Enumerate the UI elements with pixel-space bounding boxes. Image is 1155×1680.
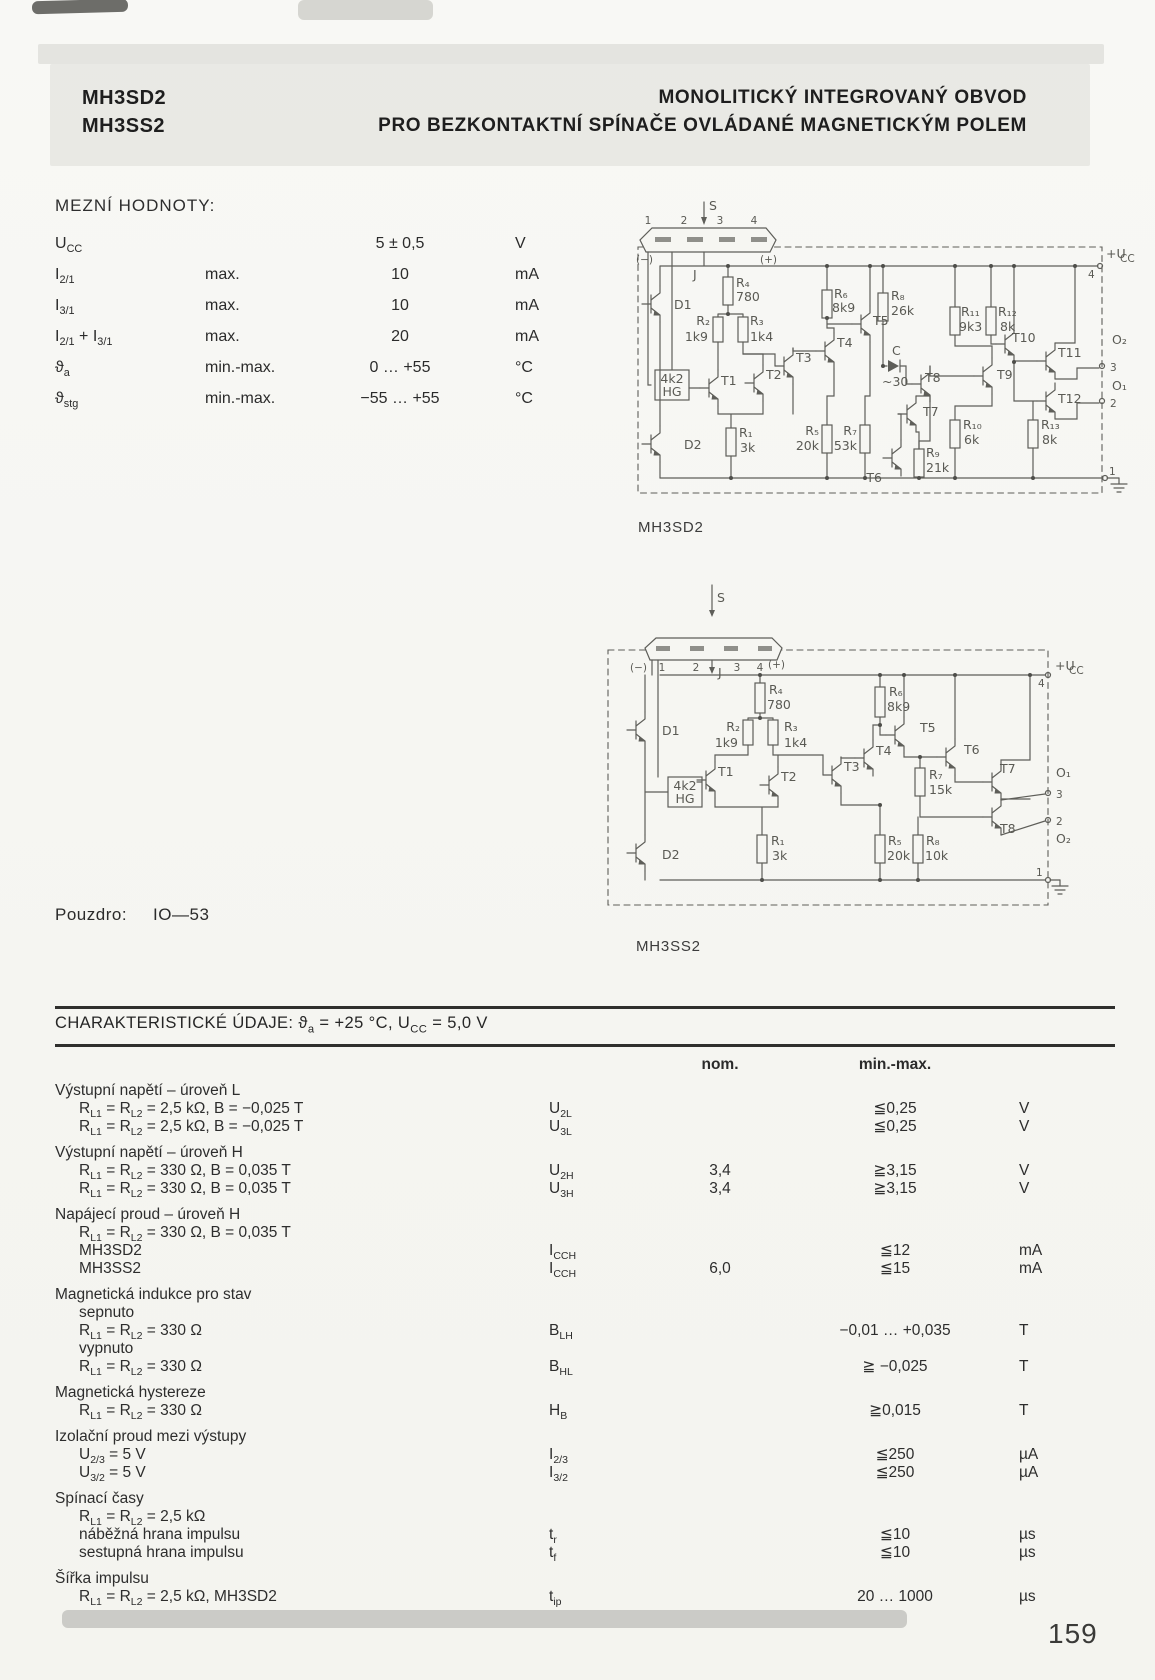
char-minmax-value: ≦0,25 bbox=[873, 1100, 917, 1117]
limit-unit: °C bbox=[515, 390, 533, 407]
label-t4: T4 bbox=[837, 335, 853, 350]
part-numbers bbox=[82, 84, 166, 140]
char-symbol: $H_B$ bbox=[549, 1402, 568, 1423]
char-unit: mA bbox=[1019, 1260, 1043, 1277]
char-nom-value: 6,0 bbox=[709, 1260, 731, 1277]
char-minmax-value: −0,01 … +0,035 bbox=[839, 1322, 951, 1339]
char-symbol: $U_{2L}$ bbox=[549, 1100, 572, 1121]
label-hg: HG bbox=[662, 384, 682, 399]
char-condition: MH3SD2 bbox=[79, 1242, 142, 1259]
label-d2: D2 bbox=[662, 847, 680, 862]
char-condition: $U_{2/3} = 5$ V bbox=[79, 1446, 146, 1467]
limit-value: 5 ± 0,5 bbox=[375, 235, 425, 252]
char-unit: µA bbox=[1019, 1446, 1039, 1463]
title-line-1: MONOLITICKÝ INTEGROVANÝ OBVOD bbox=[658, 87, 1027, 108]
limits-row bbox=[55, 383, 615, 414]
label-r12-value: 8k bbox=[1000, 319, 1016, 334]
col-spacer bbox=[1005, 1056, 1095, 1074]
char-unit: V bbox=[1019, 1118, 1030, 1135]
char-unit: T bbox=[1019, 1322, 1029, 1339]
char-symbol: $t_{ip}$ bbox=[549, 1588, 562, 1609]
char-nom-value: 3,4 bbox=[709, 1162, 731, 1179]
char-symbol: $I_{3/2}$ bbox=[549, 1464, 568, 1485]
char-condition: $R_{L1} = R_{L2} = 2,5$ kΩ, B = −0,025 T bbox=[79, 1100, 304, 1121]
label-t10: T10 bbox=[1012, 330, 1036, 345]
output-pin-label: 3 bbox=[1056, 789, 1063, 801]
label-t8: T8 bbox=[925, 370, 941, 385]
char-nom-value bbox=[655, 1526, 785, 1544]
label-r8-value: 10k bbox=[925, 848, 949, 863]
char-row bbox=[55, 1358, 1095, 1379]
characteristics-heading: CHARAKTERISTICKÉ ÚDAJE: $ϑ_a = +25$ °C, $U_{CC} = 5,0$ V bbox=[55, 1014, 488, 1036]
limit-value: 20 bbox=[391, 328, 409, 345]
label-d1: D1 bbox=[662, 723, 680, 738]
char-symbol bbox=[535, 1508, 655, 1526]
characteristics-table bbox=[55, 1082, 1095, 1614]
char-row bbox=[55, 1242, 1095, 1263]
label-r4-value: 780 bbox=[736, 289, 760, 304]
char-nom-value bbox=[655, 1340, 785, 1358]
char-nom-value bbox=[655, 1224, 785, 1242]
char-nom-value: 3,4 bbox=[709, 1180, 731, 1197]
char-minmax-value bbox=[785, 1224, 1005, 1242]
scan-band-top bbox=[38, 44, 1104, 64]
schematic-labels bbox=[630, 590, 1084, 879]
label-c-value: ~30 bbox=[882, 374, 909, 389]
col-header-nom: nom. bbox=[701, 1056, 739, 1073]
char-unit bbox=[1005, 1340, 1095, 1358]
label-t3: T3 bbox=[844, 759, 860, 774]
label-r2: R₂ bbox=[696, 313, 710, 328]
limit-condition: max. bbox=[205, 297, 240, 314]
package-value: IO—53 bbox=[153, 905, 210, 924]
scan-smudge-top bbox=[298, 0, 433, 20]
limits-table bbox=[55, 228, 615, 414]
label-o1: O₁ bbox=[1112, 378, 1127, 393]
label-o1: O₁ bbox=[1056, 765, 1071, 780]
label-r3: R₃ bbox=[750, 313, 764, 328]
char-row bbox=[55, 1118, 1095, 1139]
label-r2-value: 1k9 bbox=[714, 735, 738, 750]
pin-label: 3 bbox=[733, 662, 741, 674]
label-t1: T1 bbox=[721, 373, 737, 388]
char-condition: náběžná hrana impulsu bbox=[79, 1526, 241, 1543]
label-r5-value: 20k bbox=[795, 438, 819, 453]
char-group-title: Výstupní napětí – úroveň H bbox=[55, 1144, 243, 1161]
char-nom-value bbox=[655, 1322, 785, 1340]
char-symbol: $B_{HL}$ bbox=[549, 1358, 573, 1379]
rule-mid bbox=[55, 1044, 1115, 1047]
char-symbol: $U_{2H}$ bbox=[549, 1162, 574, 1183]
label-t9: T9 bbox=[997, 367, 1013, 382]
label-t3: T3 bbox=[796, 350, 812, 365]
char-minmax-value: ≦12 bbox=[879, 1242, 911, 1259]
char-unit bbox=[1005, 1304, 1095, 1322]
label-r4: R₄ bbox=[769, 682, 783, 697]
output-pin-label: 2 bbox=[1110, 398, 1117, 410]
char-unit: V bbox=[1019, 1162, 1030, 1179]
limits-row bbox=[55, 259, 615, 290]
pin-label: 4 bbox=[750, 215, 758, 227]
label-o2: O₂ bbox=[1056, 831, 1071, 846]
char-nom-value bbox=[655, 1402, 785, 1420]
ucc-label: +U bbox=[1106, 246, 1126, 261]
char-nom-value bbox=[655, 1304, 785, 1322]
char-row bbox=[55, 1508, 1095, 1529]
char-symbol: $I_{CCH}$ bbox=[549, 1242, 577, 1263]
page-title bbox=[378, 84, 1027, 140]
char-condition: $R_{L1} = R_{L2} = 330$ Ω bbox=[79, 1358, 202, 1379]
char-nom-value bbox=[655, 1100, 785, 1118]
char-symbol: $I_{2/3}$ bbox=[549, 1446, 568, 1467]
limit-condition: max. bbox=[205, 266, 240, 283]
label-t6: T6 bbox=[866, 470, 882, 485]
ucc-label: +U bbox=[1055, 658, 1075, 673]
char-unit: mA bbox=[1019, 1242, 1043, 1259]
limit-unit: V bbox=[515, 235, 526, 252]
label-r5: R₅ bbox=[888, 833, 902, 848]
char-group-title: Výstupní napětí – úroveň L bbox=[55, 1082, 241, 1099]
char-row bbox=[55, 1224, 1095, 1245]
char-unit: T bbox=[1019, 1358, 1029, 1375]
col-header-minmax: min.-max. bbox=[858, 1056, 932, 1073]
char-minmax-value: ≦15 bbox=[879, 1260, 911, 1277]
mh3sd2-schematic bbox=[630, 196, 1140, 508]
label-r1: R₁ bbox=[739, 425, 753, 440]
polarity-minus-label: (−) bbox=[636, 254, 653, 266]
char-group-title: Magnetická indukce pro stav bbox=[55, 1286, 252, 1303]
char-minmax-value: ≦0,25 bbox=[873, 1118, 917, 1135]
char-row bbox=[55, 1526, 1095, 1547]
char-nom-value bbox=[655, 1464, 785, 1482]
limit-symbol: $U_{CC}$ bbox=[55, 235, 83, 256]
polarity-plus-label: (+) bbox=[760, 254, 777, 266]
char-group bbox=[55, 1082, 1095, 1139]
limit-symbol: $I_{2/1} + I_{3/1}$ bbox=[55, 328, 113, 349]
char-minmax-value: ≦250 bbox=[875, 1446, 915, 1463]
magnet-s-label: S bbox=[709, 198, 717, 213]
char-unit: V bbox=[1019, 1180, 1030, 1197]
label-r8: R₈ bbox=[891, 288, 905, 303]
char-row bbox=[55, 1322, 1095, 1343]
label-r6: R₆ bbox=[834, 286, 848, 301]
label-hg: HG bbox=[675, 791, 695, 806]
char-minmax-value: ≧ −0,025 bbox=[862, 1358, 928, 1375]
char-group-title: Napájecí proud – úroveň H bbox=[55, 1206, 241, 1223]
rule-top bbox=[55, 1006, 1115, 1009]
output-pin-label: 2 bbox=[1056, 816, 1063, 828]
pin-label: 4 bbox=[756, 662, 764, 674]
label-r10-value: 6k bbox=[964, 432, 980, 447]
col-spacer bbox=[55, 1056, 535, 1074]
pin-label: 2 bbox=[680, 215, 688, 227]
label-r13: R₁₃ bbox=[1041, 417, 1060, 432]
label-r9: R₉ bbox=[926, 445, 940, 460]
label-r7: R₇ bbox=[843, 423, 857, 438]
limit-symbol: $I_{3/1}$ bbox=[55, 297, 75, 318]
limit-condition: min.-max. bbox=[205, 359, 276, 376]
char-condition: $R_{L1} = R_{L2} = 330$ Ω bbox=[79, 1402, 202, 1423]
char-row bbox=[55, 1304, 1095, 1322]
scan-mark-top-left bbox=[32, 0, 128, 14]
char-group bbox=[55, 1490, 1095, 1565]
limit-value: −55 … +55 bbox=[360, 390, 440, 407]
char-row bbox=[55, 1402, 1095, 1423]
label-r5-value: 20k bbox=[887, 848, 911, 863]
char-row bbox=[55, 1340, 1095, 1358]
char-row bbox=[55, 1544, 1095, 1565]
char-condition: sestupná hrana impulsu bbox=[79, 1544, 244, 1561]
ucc-sub-label: CC bbox=[1069, 665, 1084, 677]
char-group bbox=[55, 1286, 1095, 1379]
char-nom-value bbox=[655, 1358, 785, 1376]
char-group-title: Izolační proud mezi výstupy bbox=[55, 1428, 247, 1445]
ucc-sub-label: CC bbox=[1120, 253, 1135, 265]
label-r7-value: 53k bbox=[833, 438, 857, 453]
char-minmax-value: ≧0,015 bbox=[869, 1402, 921, 1419]
limit-symbol: $I_{2/1}$ bbox=[55, 266, 75, 287]
pin-label: 2 bbox=[692, 662, 700, 674]
label-t2: T2 bbox=[766, 367, 782, 382]
part-number-1: MH3SD2 bbox=[82, 87, 167, 109]
char-nom-value bbox=[655, 1446, 785, 1464]
limit-unit: mA bbox=[515, 328, 539, 345]
gnd-pin-label: 1 bbox=[1036, 867, 1043, 879]
char-minmax-value: ≧3,15 bbox=[873, 1162, 917, 1179]
char-condition: $R_{L1} = R_{L2} = 2,5$ kΩ, B = −0,025 T bbox=[79, 1118, 304, 1139]
label-t11: T11 bbox=[1058, 345, 1082, 360]
label-r7-value: 15k bbox=[929, 782, 953, 797]
label-t5: T5 bbox=[920, 720, 936, 735]
j-label: J bbox=[693, 267, 697, 282]
label-t8: T8 bbox=[1000, 821, 1016, 836]
label-r4: R₄ bbox=[736, 275, 750, 290]
label-r6-value: 8k9 bbox=[887, 699, 911, 714]
label-r1: R₁ bbox=[771, 833, 785, 848]
char-row bbox=[55, 1588, 1095, 1609]
output-pin-label: 3 bbox=[1110, 362, 1117, 374]
pin-label: 3 bbox=[716, 215, 724, 227]
label-r11-value: 9k3 bbox=[959, 319, 983, 334]
char-nom-value bbox=[655, 1588, 785, 1606]
char-row bbox=[55, 1180, 1095, 1201]
char-condition: vypnuto bbox=[79, 1340, 134, 1357]
label-r6-value: 8k9 bbox=[832, 300, 856, 315]
label-r1-value: 3k bbox=[772, 848, 788, 863]
char-unit: µA bbox=[1019, 1464, 1039, 1481]
char-symbol: $t_f$ bbox=[549, 1544, 557, 1565]
char-condition: $R_{L1} = R_{L2} = 2,5$ kΩ, MH3SD2 bbox=[79, 1588, 277, 1609]
char-group-title: Magnetická hystereze bbox=[55, 1384, 206, 1401]
label-r11: R₁₁ bbox=[961, 304, 980, 319]
limit-unit: mA bbox=[515, 297, 539, 314]
char-symbol: $B_{LH}$ bbox=[549, 1322, 573, 1343]
package-line bbox=[55, 905, 209, 925]
char-unit: V bbox=[1019, 1100, 1030, 1117]
char-symbol: $U_{3L}$ bbox=[549, 1118, 572, 1139]
char-group bbox=[55, 1206, 1095, 1281]
magnet-s-label: S bbox=[717, 590, 725, 605]
limit-value: 0 … +55 bbox=[369, 359, 431, 376]
char-symbol bbox=[535, 1224, 655, 1242]
label-t1: T1 bbox=[718, 764, 734, 779]
char-condition: $R_{L1} = R_{L2} = 2,5$ kΩ bbox=[79, 1508, 206, 1529]
limit-condition: max. bbox=[205, 328, 240, 345]
char-minmax-value: ≧3,15 bbox=[873, 1180, 917, 1197]
label-o2: O₂ bbox=[1112, 332, 1127, 347]
char-unit: µs bbox=[1019, 1588, 1036, 1605]
limit-value: 10 bbox=[391, 297, 409, 314]
char-group-title: Spínací časy bbox=[55, 1490, 144, 1507]
char-row bbox=[55, 1446, 1095, 1467]
char-symbol bbox=[535, 1340, 655, 1358]
page-number: 159 bbox=[1048, 1618, 1098, 1649]
characteristics-column-headers bbox=[55, 1056, 1095, 1074]
label-hg-value: 4k2 bbox=[660, 371, 684, 386]
label-t5: T5 bbox=[873, 313, 889, 328]
char-condition: $U_{3/2} = 5$ V bbox=[79, 1464, 146, 1485]
char-symbol: $I_{CCH}$ bbox=[549, 1260, 577, 1281]
label-r8-value: 26k bbox=[891, 303, 915, 318]
label-r5: R₅ bbox=[805, 423, 819, 438]
char-condition: $R_{L1} = R_{L2} = 330$ Ω bbox=[79, 1322, 202, 1343]
limit-unit: °C bbox=[515, 359, 533, 376]
char-symbol: $t_r$ bbox=[549, 1526, 557, 1547]
label-r1-value: 3k bbox=[740, 440, 756, 455]
label-r3: R₃ bbox=[784, 719, 798, 734]
label-r2-value: 1k9 bbox=[684, 329, 708, 344]
char-symbol: $U_{3H}$ bbox=[549, 1180, 574, 1201]
part-number-2: MH3SS2 bbox=[82, 115, 166, 137]
limits-row bbox=[55, 228, 615, 259]
char-row bbox=[55, 1464, 1095, 1485]
label-t12: T12 bbox=[1058, 391, 1082, 406]
char-symbol bbox=[535, 1304, 655, 1322]
limit-symbol: $ϑ_a$ bbox=[55, 359, 70, 380]
label-r8: R₈ bbox=[926, 833, 940, 848]
char-condition: $R_{L1} = R_{L2} = 330$ Ω, B = 0,035 T bbox=[79, 1224, 291, 1245]
char-row bbox=[55, 1100, 1095, 1121]
pin-label: 1 bbox=[658, 662, 666, 674]
label-t7: T7 bbox=[1000, 761, 1016, 776]
char-condition: sepnuto bbox=[79, 1304, 135, 1321]
label-t6: T6 bbox=[964, 742, 980, 757]
schematic-caption-mh3ss2: MH3SS2 bbox=[636, 938, 701, 955]
char-group bbox=[55, 1384, 1095, 1423]
label-r3-value: 1k4 bbox=[750, 329, 774, 344]
label-t4: T4 bbox=[876, 743, 892, 758]
limits-heading: MEZNÍ HODNOTY: bbox=[55, 196, 216, 215]
label-t2: T2 bbox=[781, 769, 797, 784]
char-nom-value bbox=[655, 1508, 785, 1526]
char-nom-value bbox=[655, 1544, 785, 1562]
package-label: Pouzdro: bbox=[55, 905, 128, 924]
limits-row bbox=[55, 321, 615, 352]
char-minmax-value bbox=[785, 1508, 1005, 1526]
char-unit: T bbox=[1019, 1402, 1029, 1419]
char-minmax-value: 20 … 1000 bbox=[857, 1588, 933, 1605]
label-r3-value: 1k4 bbox=[784, 735, 808, 750]
schematic-caption-mh3sd2: MH3SD2 bbox=[638, 519, 704, 536]
char-group bbox=[55, 1144, 1095, 1201]
char-unit: µs bbox=[1019, 1526, 1036, 1543]
char-minmax-value bbox=[785, 1340, 1005, 1358]
char-minmax-value: ≦250 bbox=[875, 1464, 915, 1481]
char-group bbox=[55, 1570, 1095, 1609]
schematic-graphics bbox=[638, 202, 1127, 493]
char-row bbox=[55, 1162, 1095, 1183]
char-condition: $R_{L1} = R_{L2} = 330$ Ω, B = 0,035 T bbox=[79, 1180, 291, 1201]
char-nom-value bbox=[655, 1118, 785, 1136]
char-unit bbox=[1005, 1508, 1095, 1526]
label-hg-value: 4k2 bbox=[673, 778, 697, 793]
label-r12: R₁₂ bbox=[998, 304, 1017, 319]
limits-row bbox=[55, 352, 615, 383]
label-r9-value: 21k bbox=[926, 460, 950, 475]
title-line-2: PRO BEZKONTAKTNÍ SPÍNAČE OVLÁDANÉ MAGNETICKÝM POLEM bbox=[378, 115, 1027, 136]
limit-unit: mA bbox=[515, 266, 539, 283]
char-group bbox=[55, 1428, 1095, 1485]
char-condition: $R_{L1} = R_{L2} = 330$ Ω, B = 0,035 T bbox=[79, 1162, 291, 1183]
j-label: J bbox=[718, 665, 722, 680]
label-r2: R₂ bbox=[726, 719, 740, 734]
mh3ss2-schematic bbox=[600, 575, 1110, 915]
limit-symbol: $ϑ_{stg}$ bbox=[55, 390, 79, 411]
char-minmax-value: ≦10 bbox=[879, 1526, 911, 1543]
label-r7: R₇ bbox=[929, 767, 943, 782]
label-r10: R₁₀ bbox=[963, 417, 982, 432]
pin-label: 1 bbox=[644, 215, 652, 227]
char-unit: µs bbox=[1019, 1544, 1036, 1561]
polarity-plus-label: (+) bbox=[768, 659, 785, 671]
label-d1: D1 bbox=[674, 297, 692, 312]
label-t7: T7 bbox=[923, 404, 939, 419]
polarity-minus-label: (−) bbox=[630, 662, 647, 674]
limit-value: 10 bbox=[391, 266, 409, 283]
gnd-pin-label: 1 bbox=[1109, 466, 1116, 478]
char-unit bbox=[1005, 1224, 1095, 1242]
char-group-title: Šířka impulsu bbox=[55, 1570, 149, 1587]
label-r6: R₆ bbox=[889, 684, 903, 699]
label-r4-value: 780 bbox=[767, 697, 791, 712]
char-row bbox=[55, 1260, 1095, 1281]
ucc-pin-label: 4 bbox=[1088, 269, 1095, 281]
limit-condition: min.-max. bbox=[205, 390, 276, 407]
char-condition: MH3SS2 bbox=[79, 1260, 142, 1277]
label-r13-value: 8k bbox=[1042, 432, 1058, 447]
col-spacer bbox=[535, 1056, 655, 1074]
label-c: C bbox=[892, 343, 901, 358]
ucc-pin-label: 4 bbox=[1038, 678, 1045, 690]
char-minmax-value: ≦10 bbox=[879, 1544, 911, 1561]
char-nom-value bbox=[655, 1242, 785, 1260]
char-minmax-value bbox=[785, 1304, 1005, 1322]
limits-row bbox=[55, 290, 615, 321]
label-d2: D2 bbox=[684, 437, 702, 452]
